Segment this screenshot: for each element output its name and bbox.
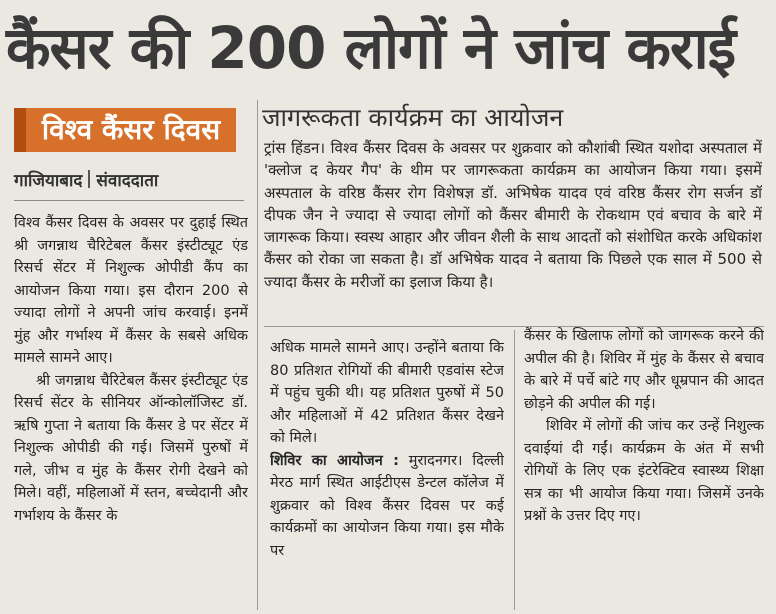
- column-divider-right: [514, 330, 515, 610]
- column-1-paragraph-1: विश्व कैंसर दिवस के अवसर पर दुहाई स्थित श्री जगन्नाथ चैरिटेबल कैंसर इंस्टीट्यूट एंड रिसर्च सेंटर में निशुल्क ओपीडी कैंप का आयोजन किया गया। इस दौरान 200 से ज्यादा लोगों ने अपनी जांच करवाई। इनमें मुंह और गर्भाश्य में कैंसर के सबसे अधिक मामले सामने आए।: [14, 215, 248, 366]
- byline-reporter: संवाददाता: [96, 171, 159, 191]
- column-1-paragraph-2: श्री जगन्नाथ चैरिटेबल कैंसर इंस्टीट्यूट एंड रिसर्च सेंटर के सीनियर ऑन्कोलॉजिस्ट डॉ. ऋषि गुप्ता ने बताया कि कैंसर डे पर सेंटर में निशुल्क ओपीडी की गई। जिसमें पुरुषों में गले, जीभ व मुंह के कैंसर रोगी देखने को मिले। वहीं, महिलाओं में स्तन, बच्चेदानी और गर्भाशय के कैंसर के: [14, 372, 248, 524]
- section-tag: विश्व कैंसर दिवस: [14, 108, 236, 152]
- column-2-paragraph-2-text: मुरादनगर। दिल्ली मेरठ मार्ग स्थित आईटीएस डेन्टल कॉलेज में शुक्रवार को विश्व कैंसर दिवस पर कई कार्यक्रमों का आयोजन किया गया। इस मौके पर: [270, 452, 504, 559]
- byline-city: गाजियाबाद: [14, 171, 83, 191]
- intro-text: ट्रांस हिंडन। विश्व कैंसर दिवस के अवसर पर शुक्रवार को कौशांबी स्थित यशोदा अस्पताल में 'क्लोज द केयर गैप' के थीम पर जागरूकता कार्यक्रम का आयोजन किया गया। इसमें अस्पताल के वरिष्ठ कैंसर रोग विशेषज्ञ डॉ. अभिषेक यादव एवं वरिष्ठ कैंसर रोग सर्जन डॉ दीपक जैन ने ज्यादा से ज्यादा लोगों को कैंसर बीमारी के रोकथाम एवं बचाव के बारे में जागरूक किया। स्वस्थ आहार और जीवन शैली के साथ आदतों को संशोधित करके अधिकांश कैंसर को रोका जा सकता है। डॉ अभिषेक यादव ने बताया कि पिछले एक साल में 500 से ज्यादा कैंसर के मरीजों का इलाज किया है।: [264, 139, 762, 291]
- article-column-3: [524, 325, 764, 609]
- column-2-paragraph-2: [270, 450, 504, 563]
- camp-lead-in: शिविर का आयोजन :: [270, 452, 399, 469]
- subheadline: जागरूकता कार्यक्रम का आयोजन: [262, 103, 564, 132]
- byline: [14, 166, 236, 196]
- byline-separator: [88, 170, 90, 188]
- headline: कैंसर की 200 लोगों ने जांच कराई: [6, 14, 736, 82]
- intro-paragraph: [264, 137, 762, 323]
- article-column-2: [270, 337, 504, 609]
- column-3-paragraph-1: कैंसर के खिलाफ लोगों को जागरूक करने की अपील की है। शिविर में मुंह के कैंसर से बचाव के बारे में पर्चे बांटे गए और धूम्रपान की आदत छोड़ने की अपील की गई।: [524, 328, 764, 412]
- column-3-paragraph-2: शिविर में लोगों की जांच कर उन्हें निशुल्क दवाईयां दी गईं। कार्यक्रम के अंत में सभी रोगियों के लिए एक इंटरेक्टिव स्वास्थ्य शिक्षा सत्र का भी आयोज किया गया। जिसमें उनके प्रश्नों के उत्तर दिए गए।: [524, 418, 764, 524]
- column-divider-left: [257, 100, 258, 610]
- byline-rule: [14, 200, 244, 201]
- column-2-paragraph-1: अधिक मामले सामने आए। उन्होंने बताया कि 80 प्रतिशत रोगियों की बीमारी एडवांस स्टेज में पहुंच चुकी थी। यह प्रतिशत पुरुषों में 50 और महिलाओं में 42 प्रतिशत कैंसर देखने को मिले।: [270, 340, 504, 446]
- article-column-1: [14, 212, 248, 610]
